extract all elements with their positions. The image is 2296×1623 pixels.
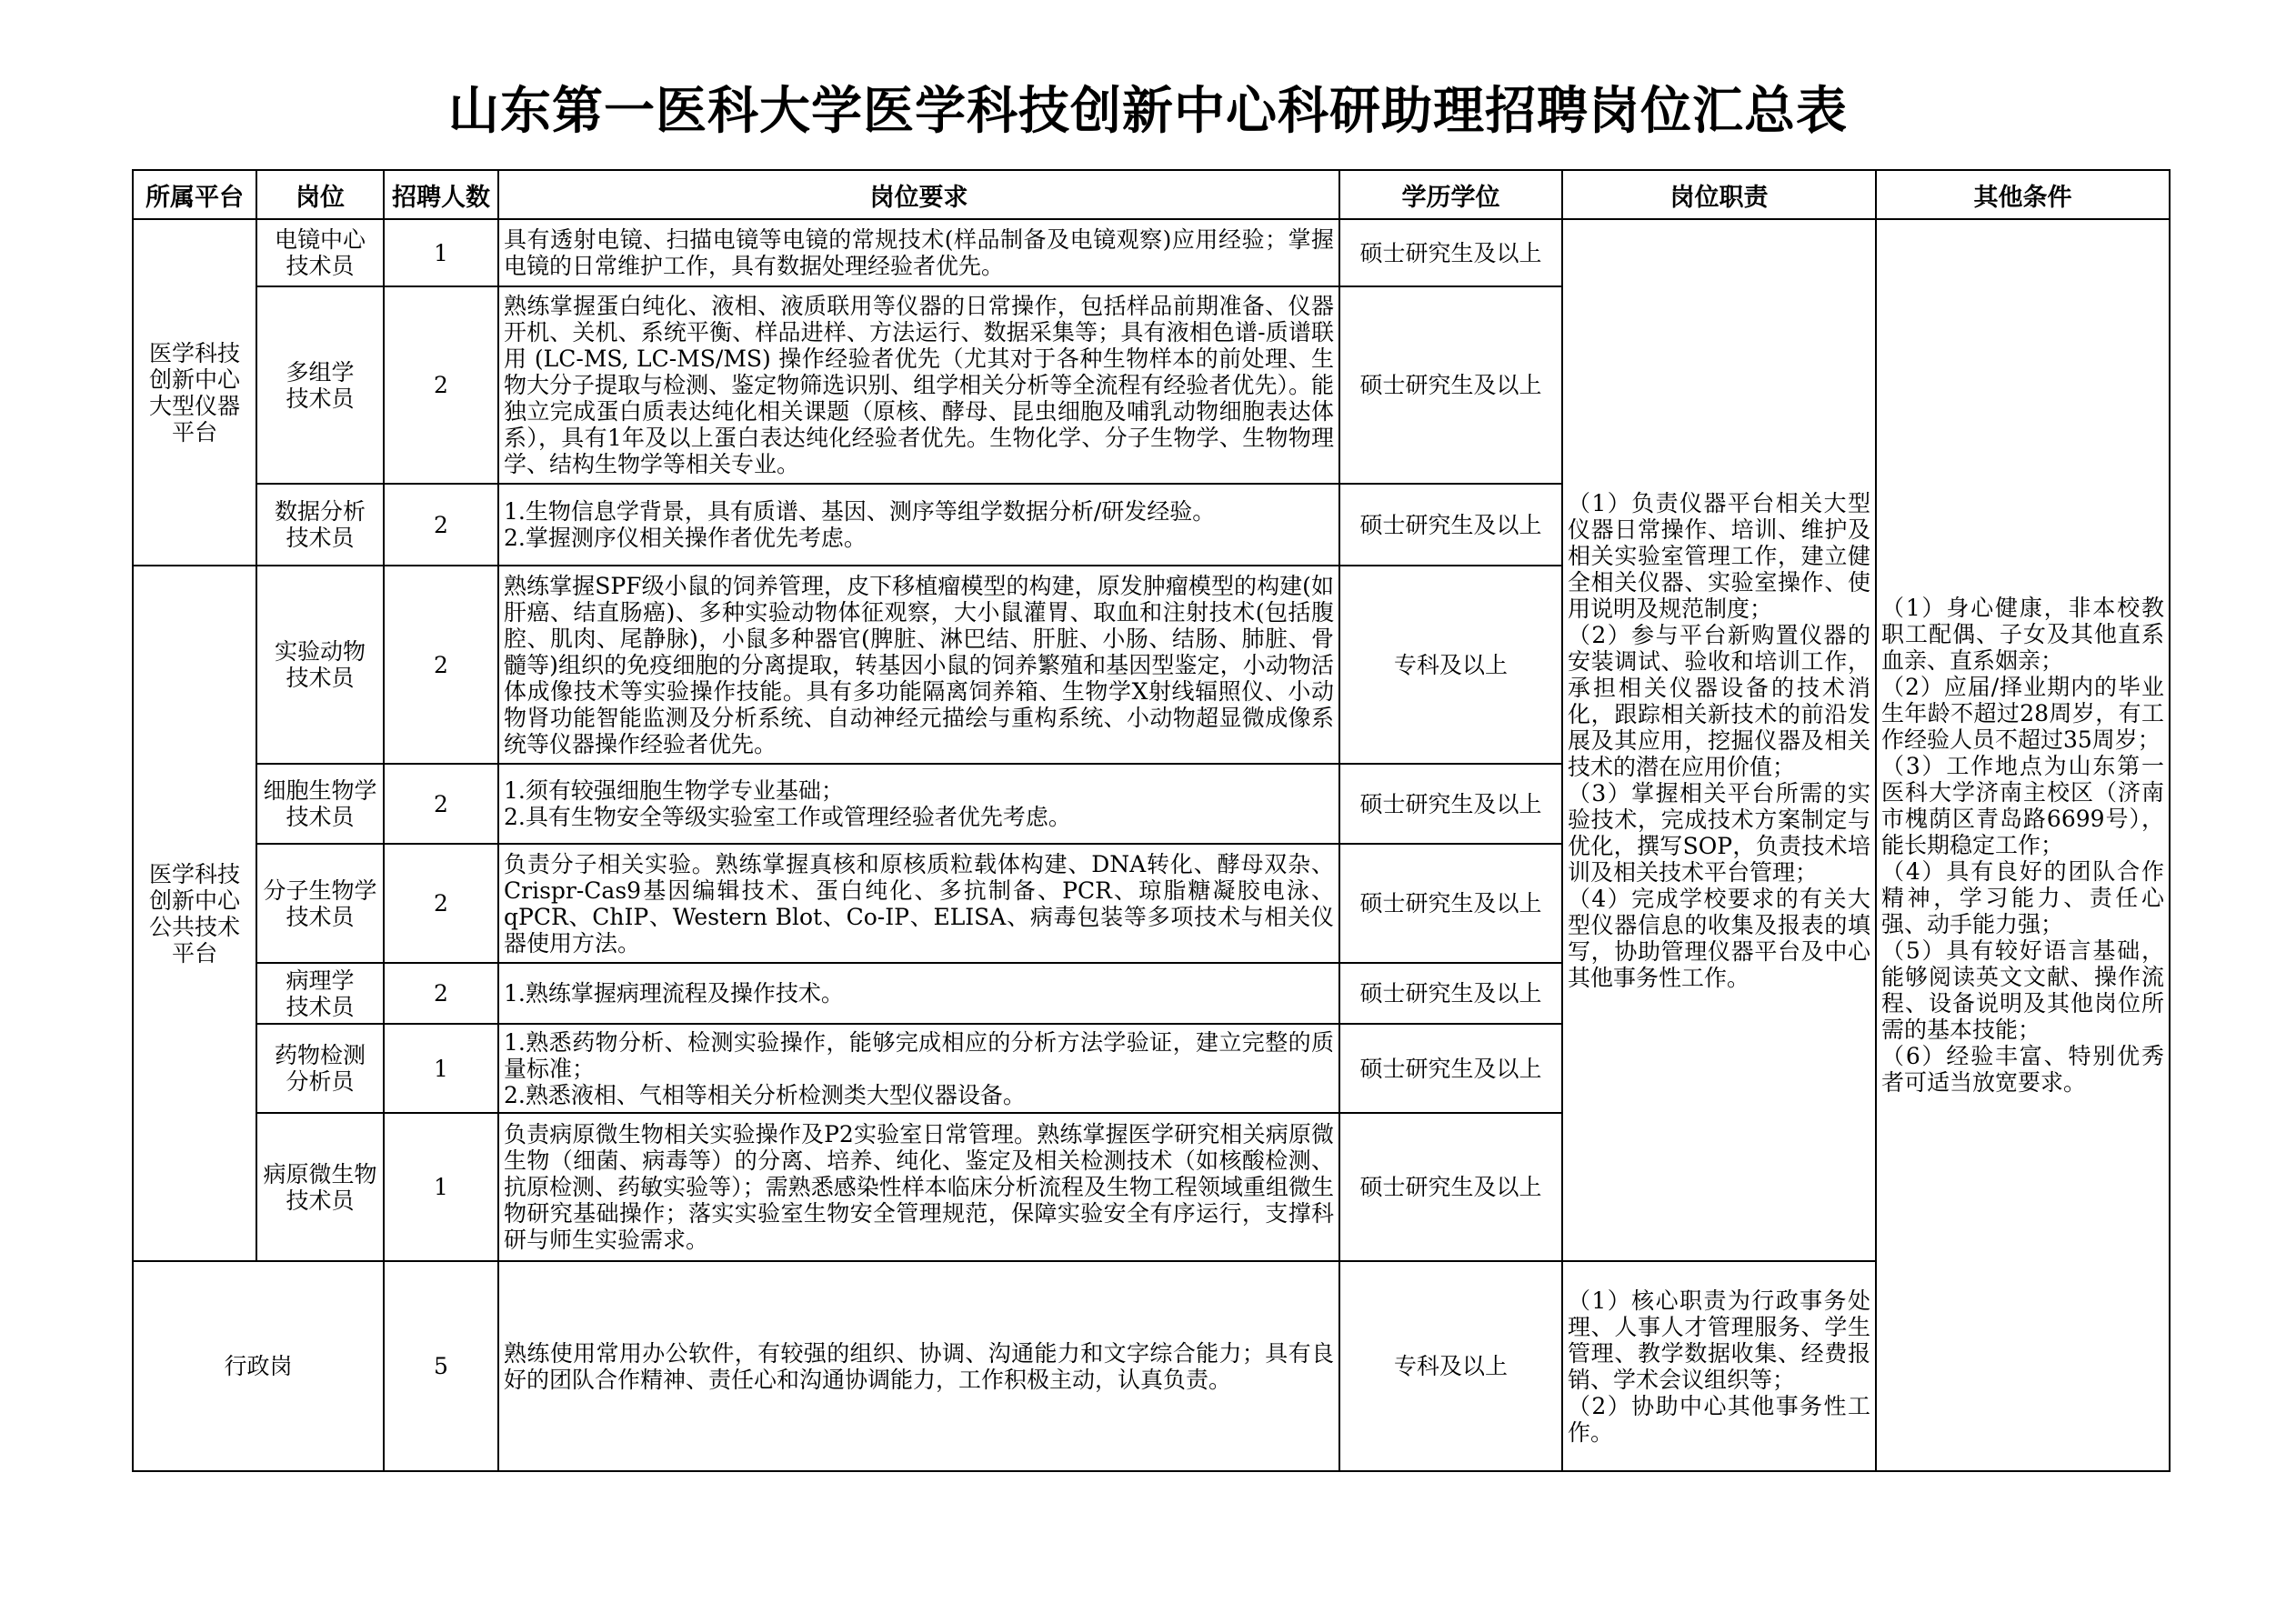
other-conditions-cell: （1）身心健康，非本校教职工配偶、子女及其他直系血亲、直系姻亲； （2）应届/择业期内的毕业生年龄不超过28周岁，有工作经验人员不超过35周岁； （3）工作地点为山东第一医科大学济南主校区（济南市槐荫区青岛路6699号），能长期稳定工作； （4）具有良好的团队合作精神，学习能力、责任心强、动手能力强； （5）具有较好语言基础，能够阅读英文文献、操作流程、设备说明及其他岗位所需的基本技能； （6）经验丰富、特别优秀者可适当放宽要求。 bbox=[1876, 219, 2170, 1471]
count-cell: 2 bbox=[384, 484, 498, 566]
duties-cell: （1）负责仪器平台相关大型仪器日常操作、培训、维护及相关实验室管理工作，建立健全相关仪器、实验室操作、使用说明及规范制度； （2）参与平台新购置仪器的安装调试、验收和培训工作，承担相关仪器设备的技术消化，跟踪相关新技术的前沿发展及其应用，挖掘仪器及相关技术的潜在应用价值； （3）掌握相关平台所需的实验技术，完成技术方案制定与优化，撰写SOP，负责技术培训及相关技术平台管理； （4）完成学校要求的有关大型仪器信息的收集及报表的填写，协助管理仪器平台及中心其他事务性工作。 bbox=[1562, 219, 1876, 1261]
table-row bbox=[133, 219, 2170, 286]
degree-cell: 硕士研究生及以上 bbox=[1339, 484, 1562, 566]
degree-cell: 硕士研究生及以上 bbox=[1339, 764, 1562, 844]
position-cell: 多组学 技术员 bbox=[256, 286, 384, 484]
degree-cell: 硕士研究生及以上 bbox=[1339, 963, 1562, 1024]
header-count: 招聘人数 bbox=[384, 170, 498, 219]
requirements-cell: 负责病原微生物相关实验操作及P2实验室日常管理。熟练掌握医学研究相关病原微生物（细菌、病毒等）的分离、培养、纯化、鉴定及相关检测技术（如核酸检测、抗原检测、药敏实验等）；需熟悉感染性样本临床分析流程及生物工程领域重组微生物研究基础操作；落实实验室生物安全管理规范，保障实验安全有序运行，支撑科研与师生实验需求。 bbox=[498, 1113, 1339, 1261]
header-platform: 所属平台 bbox=[133, 170, 256, 219]
header-duties: 岗位职责 bbox=[1562, 170, 1876, 219]
count-cell: 2 bbox=[384, 844, 498, 963]
count-cell: 2 bbox=[384, 963, 498, 1024]
degree-cell: 硕士研究生及以上 bbox=[1339, 1113, 1562, 1261]
position-cell: 病理学 技术员 bbox=[256, 963, 384, 1024]
table-row bbox=[133, 1261, 2170, 1471]
position-cell: 药物检测 分析员 bbox=[256, 1024, 384, 1113]
recruitment-table bbox=[132, 169, 2171, 1472]
requirements-cell: 1.熟悉药物分析、检测实验操作，能够完成相应的分析方法学验证，建立完整的质量标准； 2.熟悉液相、气相等相关分析检测类大型仪器设备。 bbox=[498, 1024, 1339, 1113]
position-cell: 细胞生物学 技术员 bbox=[256, 764, 384, 844]
degree-cell: 硕士研究生及以上 bbox=[1339, 286, 1562, 484]
position-cell: 分子生物学 技术员 bbox=[256, 844, 384, 963]
degree-cell: 硕士研究生及以上 bbox=[1339, 219, 1562, 286]
header-degree: 学历学位 bbox=[1339, 170, 1562, 219]
count-cell: 2 bbox=[384, 566, 498, 764]
count-cell: 1 bbox=[384, 219, 498, 286]
requirements-cell: 负责分子相关实验。熟练掌握真核和原核质粒载体构建、DNA转化、酵母双杂、Crispr-Cas9基因编辑技术、蛋白纯化、多抗制备、PCR、琼脂糖凝胶电泳、qPCR、ChIP、Western Blot、Co-IP、ELISA、病毒包装等多项技术与相关仪器使用方法。 bbox=[498, 844, 1339, 963]
header-position: 岗位 bbox=[256, 170, 384, 219]
count-cell: 2 bbox=[384, 286, 498, 484]
requirements-cell: 熟练掌握蛋白纯化、液相、液质联用等仪器的日常操作，包括样品前期准备、仪器开机、关机、系统平衡、样品进样、方法运行、数据采集等；具有液相色谱-质谱联用 (LC-MS, LC-MS/MS) 操作经验者优先（尤其对于各种生物样本的前处理、生物大分子提取与检测、鉴定物筛选识别、组学相关分析等全流程有经验者优先）。能独立完成蛋白质表达纯化相关课题（原核、酵母、昆虫细胞及哺乳动物细胞表达体系），具有1年及以上蛋白表达纯化经验者优先。生物化学、分子生物学、生物物理学、结构生物学等相关专业。 bbox=[498, 286, 1339, 484]
count-cell: 2 bbox=[384, 764, 498, 844]
requirements-cell: 1.生物信息学背景，具有质谱、基因、测序等组学数据分析/研发经验。 2.掌握测序仪相关操作者优先考虑。 bbox=[498, 484, 1339, 566]
header-other: 其他条件 bbox=[1876, 170, 2170, 219]
platform-cell: 医学科技 创新中心 大型仪器 平台 bbox=[133, 219, 256, 566]
count-cell: 1 bbox=[384, 1113, 498, 1261]
position-cell: 数据分析 技术员 bbox=[256, 484, 384, 566]
header-requirements: 岗位要求 bbox=[498, 170, 1339, 219]
requirements-cell: 1.熟练掌握病理流程及操作技术。 bbox=[498, 963, 1339, 1024]
requirements-cell: 1.须有较强细胞生物学专业基础； 2.具有生物安全等级实验室工作或管理经验者优先考虑。 bbox=[498, 764, 1339, 844]
platform-cell: 医学科技 创新中心 公共技术 平台 bbox=[133, 566, 256, 1261]
degree-cell: 硕士研究生及以上 bbox=[1339, 844, 1562, 963]
degree-cell: 专科及以上 bbox=[1339, 1261, 1562, 1471]
position-cell: 电镜中心 技术员 bbox=[256, 219, 384, 286]
requirements-cell: 熟练掌握SPF级小鼠的饲养管理，皮下移植瘤模型的构建，原发肿瘤模型的构建(如肝癌、结直肠癌)、多种实验动物体征观察，大小鼠灌胃、取血和注射技术(包括腹腔、肌肉、尾静脉)，小鼠多种器官(脾脏、淋巴结、肝脏、小肠、结肠、肺脏、骨髓等)组织的免疫细胞的分离提取，转基因小鼠的饲养繁殖和基因型鉴定，小动物活体成像技术等实验操作技能。具有多功能隔离饲养箱、生物学X射线辐照仪、小动物肾功能智能监测及分析系统、自动神经元描绘与重构系统、小动物超显微成像系统等仪器操作经验者优先。 bbox=[498, 566, 1339, 764]
degree-cell: 硕士研究生及以上 bbox=[1339, 1024, 1562, 1113]
position-cell: 实验动物 技术员 bbox=[256, 566, 384, 764]
position-cell: 行政岗 bbox=[133, 1261, 384, 1471]
degree-cell: 专科及以上 bbox=[1339, 566, 1562, 764]
count-cell: 1 bbox=[384, 1024, 498, 1113]
requirements-cell: 具有透射电镜、扫描电镜等电镜的常规技术(样品制备及电镜观察)应用经验；掌握电镜的日常维护工作，具有数据处理经验者优先。 bbox=[498, 219, 1339, 286]
requirements-cell: 熟练使用常用办公软件，有较强的组织、协调、沟通能力和文字综合能力；具有良好的团队合作精神、责任心和沟通协调能力，工作积极主动，认真负责。 bbox=[498, 1261, 1339, 1471]
duties-cell: （1）核心职责为行政事务处理、人事人才管理服务、学生管理、教学数据收集、经费报销、学术会议组织等； （2）协助中心其他事务性工作。 bbox=[1562, 1261, 1876, 1471]
count-cell: 5 bbox=[384, 1261, 498, 1471]
header-row bbox=[133, 170, 2170, 219]
position-cell: 病原微生物 技术员 bbox=[256, 1113, 384, 1261]
page-title: 山东第一医科大学医学科技创新中心科研助理招聘岗位汇总表 bbox=[448, 81, 1848, 141]
